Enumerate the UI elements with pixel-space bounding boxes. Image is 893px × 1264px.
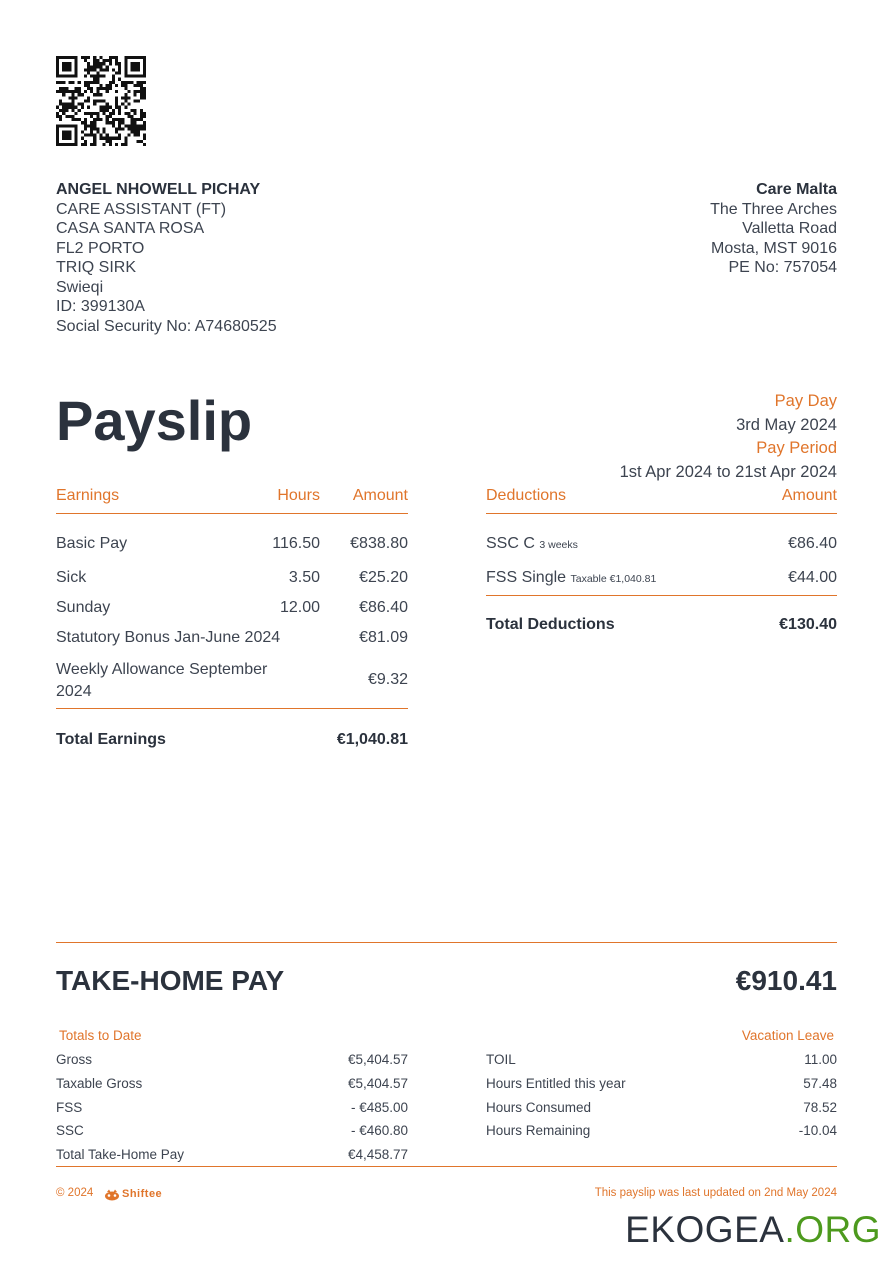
brand-name: Shiftee (122, 1188, 163, 1200)
totals-label: FSS (56, 1100, 83, 1115)
employee-id: ID: 399130A (56, 298, 145, 315)
earning-amount: €81.09 (359, 629, 408, 646)
earning-hours: 3.50 (288, 569, 320, 586)
vacation-label: Hours Entitled this year (486, 1076, 626, 1091)
earning-amount: €86.40 (359, 599, 408, 616)
total-deductions-label: Total Deductions (486, 616, 615, 633)
totals-value: - €485.00 (350, 1100, 408, 1115)
deduction-name: SSC C (486, 535, 535, 552)
employer-address-line: Mosta, MST 9016 (711, 239, 837, 257)
takehome-label: TAKE-HOME PAY (56, 965, 285, 996)
last-updated: This payslip was last updated on 2nd May 2024 (594, 1187, 837, 1199)
employee-position: CARE ASSISTANT (FT) (56, 200, 227, 218)
earning-amount: €838.80 (350, 535, 408, 552)
deduction-name: FSS Single (486, 569, 567, 586)
vacation-heading: Vacation Leave (741, 1028, 834, 1043)
page-title: Payslip (56, 389, 253, 452)
divider (56, 942, 837, 943)
totals-to-date-heading: Totals to Date (59, 1028, 142, 1043)
totals-label: Taxable Gross (56, 1076, 143, 1091)
divider (56, 513, 408, 514)
earning-hours: 12.00 (279, 599, 320, 616)
divider (486, 513, 837, 514)
deduction-label (486, 534, 578, 556)
earning-label: Sick (56, 569, 87, 586)
earning-label: Weekly Allowance September 2024 (56, 661, 268, 700)
divider (56, 1166, 837, 1167)
divider (486, 595, 837, 596)
total-earnings-value: €1,040.81 (336, 731, 408, 748)
employee-address-line: CASA SANTA ROSA (56, 220, 205, 237)
watermark (625, 1208, 881, 1252)
earning-amount: €25.20 (359, 569, 408, 586)
employee-name: ANGEL NHOWELL PICHAY (56, 181, 261, 198)
copyright: © 2024 (56, 1187, 94, 1199)
deductions-header: Deductions (486, 487, 567, 504)
vacation-label: Hours Consumed (486, 1100, 592, 1115)
totals-label: Total Take-Home Pay (56, 1147, 185, 1162)
employer-address-line: The Three Arches (710, 200, 837, 218)
watermark-part: EKOGEA (625, 1209, 785, 1250)
watermark-part: .ORG (784, 1209, 881, 1250)
deduction-amount: €44.00 (788, 569, 837, 586)
period-value: 1st Apr 2024 to 21st Apr 2024 (619, 462, 837, 481)
employer-pe-number: PE No: 757054 (728, 259, 837, 276)
employer-address-line: Valletta Road (742, 220, 837, 237)
deduction-note: 3 weeks (539, 539, 578, 551)
employee-ssn: Social Security No: A74680525 (56, 317, 277, 335)
totals-value: €5,404.57 (347, 1052, 408, 1067)
earning-hours: 116.50 (272, 535, 320, 552)
earning-label: Basic Pay (56, 535, 128, 552)
earning-amount: €9.32 (367, 671, 408, 688)
deduction-amount: €86.40 (788, 535, 837, 552)
totals-value: €4,458.77 (347, 1147, 408, 1162)
earning-label: Sunday (56, 599, 111, 616)
payday-label: Pay Day (774, 392, 837, 410)
period-label: Pay Period (756, 439, 837, 457)
totals-value: - €460.80 (350, 1123, 408, 1138)
qr-code (56, 56, 146, 146)
totals-label: Gross (56, 1052, 93, 1067)
employee-address-line: FL2 PORTO (56, 239, 145, 257)
totals-label: SSC (56, 1123, 84, 1138)
deduction-note: Taxable €1,040.81 (570, 573, 657, 585)
employer-block (537, 180, 837, 278)
earnings-header: Earnings (56, 487, 120, 504)
vacation-value: 57.48 (803, 1076, 837, 1091)
vacation-label: Hours Remaining (486, 1123, 591, 1138)
total-earnings-label: Total Earnings (56, 731, 166, 748)
employee-block (56, 180, 376, 336)
deduction-label (486, 568, 656, 590)
earning-label: Statutory Bonus Jan-June 2024 (56, 629, 281, 646)
employer-name: Care Malta (756, 181, 837, 198)
vacation-value: 11.00 (804, 1052, 837, 1067)
pay-info (477, 390, 837, 484)
vacation-label: TOIL (486, 1052, 516, 1067)
deduction-amount-header: Amount (781, 487, 837, 504)
brand-logo (104, 1187, 163, 1209)
vacation-value: 78.52 (803, 1100, 837, 1115)
brand-mark-icon (104, 1189, 120, 1201)
employee-address-line: TRIQ SIRK (56, 259, 137, 276)
hours-header: Hours (277, 487, 320, 504)
totals-value: €5,404.57 (347, 1076, 408, 1091)
amount-header: Amount (352, 487, 408, 504)
payday-value: 3rd May 2024 (736, 415, 837, 434)
vacation-value: -10.04 (798, 1123, 837, 1138)
divider (56, 708, 408, 709)
takehome-value: €910.41 (735, 965, 837, 996)
total-deductions-value: €130.40 (779, 616, 837, 633)
employee-address-line: Swieqi (56, 278, 104, 296)
